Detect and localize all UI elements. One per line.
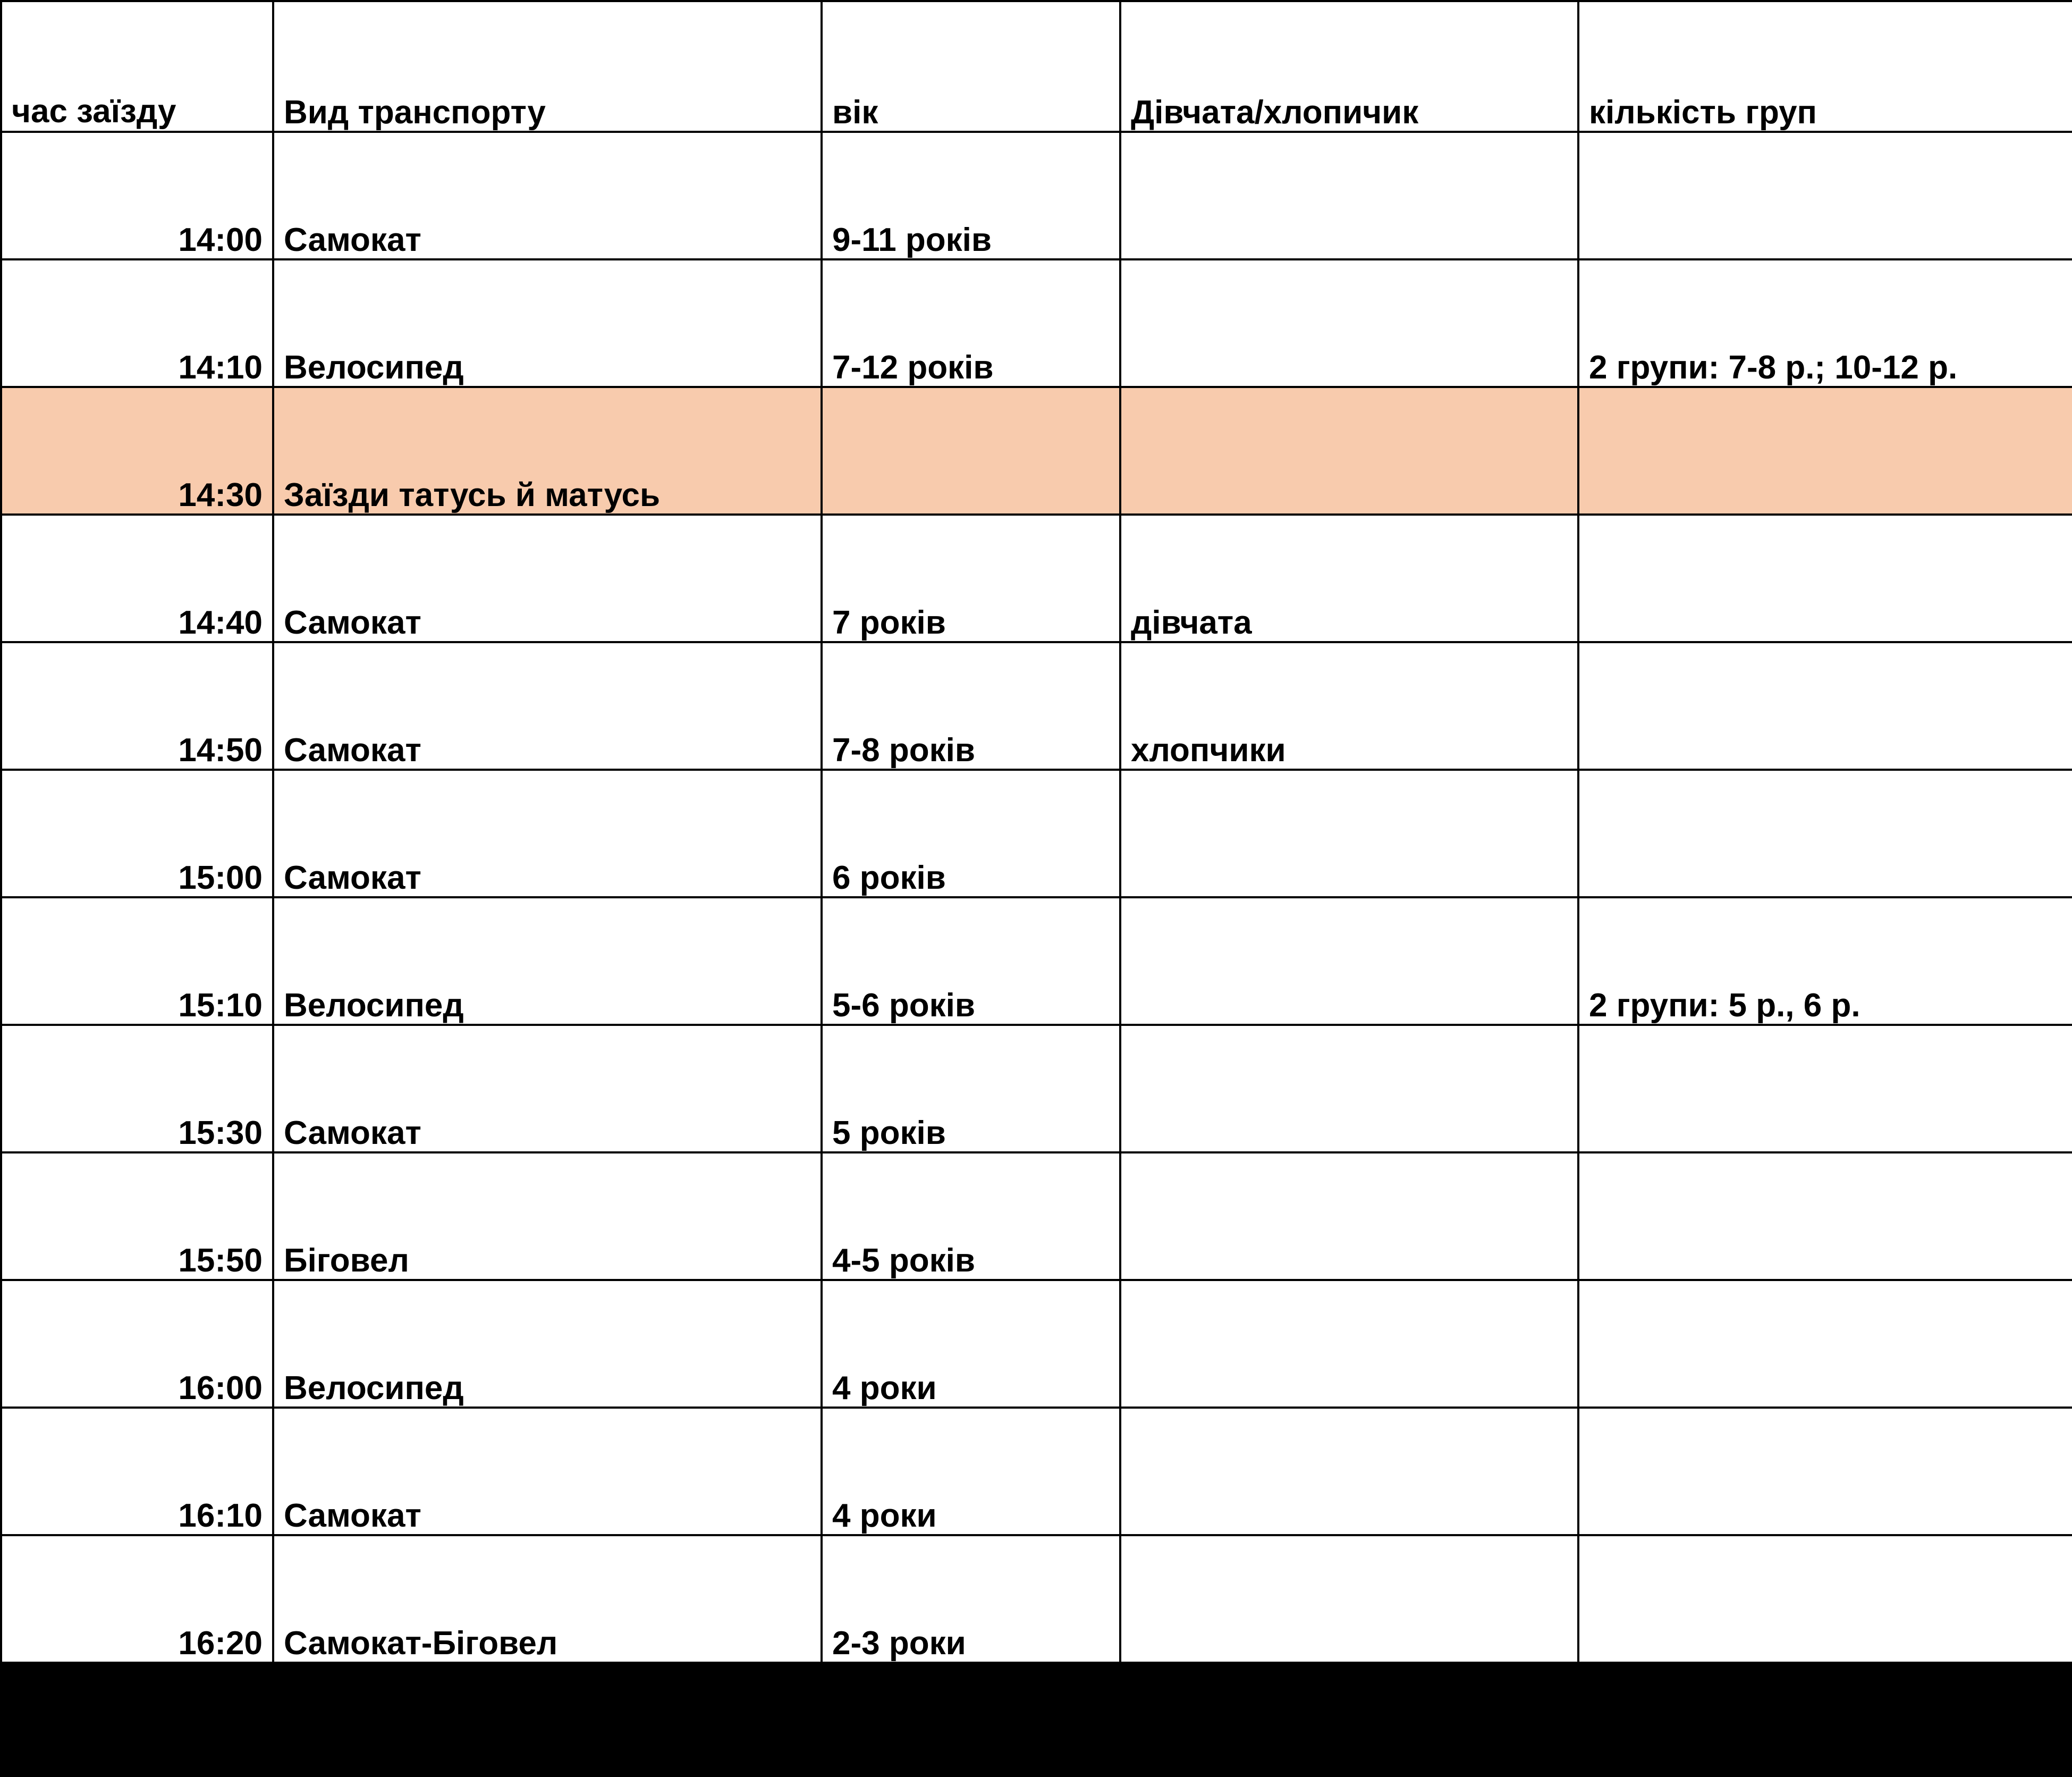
cell-gender: [1120, 259, 1578, 387]
cell-transport: Самокат: [273, 132, 822, 259]
cell-time: 14:40: [1, 515, 273, 642]
cell-transport: Самокат: [273, 1025, 822, 1152]
cell-gender: [1120, 897, 1578, 1025]
table-row: [1, 259, 2072, 387]
table-row: [1, 897, 2072, 1025]
cell-age: 5 років: [822, 1025, 1120, 1152]
column-header-groups: кількість груп: [1578, 1, 2072, 132]
table-row: [1, 1025, 2072, 1152]
cell-age: 6 років: [822, 770, 1120, 897]
cell-age: 7-8 років: [822, 642, 1120, 770]
cell-gender: [1120, 1408, 1578, 1535]
cell-transport: Заїзди татусь й матусь: [273, 387, 822, 515]
column-header-transport: Вид транспорту: [273, 1, 822, 132]
table-row: [1, 1535, 2072, 1663]
cell-groups: [1578, 1408, 2072, 1535]
cell-age: 9-11 років: [822, 132, 1120, 259]
cell-transport: Велосипед: [273, 1280, 822, 1408]
cell-transport: Самокат: [273, 1408, 822, 1535]
table-row: [1, 387, 2072, 515]
header-row: [1, 1, 2072, 132]
cell-groups: [1578, 642, 2072, 770]
cell-gender: дівчата: [1120, 515, 1578, 642]
cell-gender: [1120, 1535, 1578, 1663]
cell-transport: Біговел: [273, 1152, 822, 1280]
cell-groups: [1578, 1025, 2072, 1152]
column-header-age: вік: [822, 1, 1120, 132]
cell-time: 16:00: [1, 1280, 273, 1408]
cell-time: 14:50: [1, 642, 273, 770]
cell-gender: хлопчики: [1120, 642, 1578, 770]
cell-groups: [1578, 1152, 2072, 1280]
cell-time: 15:30: [1, 1025, 273, 1152]
cell-groups: [1578, 770, 2072, 897]
cell-age: 4 роки: [822, 1408, 1120, 1535]
table-row: [1, 1280, 2072, 1408]
cell-time: 16:10: [1, 1408, 273, 1535]
cell-age: 5-6 років: [822, 897, 1120, 1025]
cell-age: 7-12 років: [822, 259, 1120, 387]
cell-time: 15:50: [1, 1152, 273, 1280]
cell-time: 14:30: [1, 387, 273, 515]
cell-time: 16:20: [1, 1535, 273, 1663]
cell-age: 4 роки: [822, 1280, 1120, 1408]
table-row: [1, 770, 2072, 897]
cell-gender: [1120, 770, 1578, 897]
cell-groups: [1578, 1280, 2072, 1408]
cell-time: 15:10: [1, 897, 273, 1025]
cell-time: 14:10: [1, 259, 273, 387]
table-body: [1, 132, 2072, 1663]
column-header-time: час заїзду: [1, 1, 273, 132]
cell-time: 15:00: [1, 770, 273, 897]
cell-gender: [1120, 1280, 1578, 1408]
cell-age: 7 років: [822, 515, 1120, 642]
cell-groups: 2 групи: 7-8 р.; 10-12 р.: [1578, 259, 2072, 387]
table-row: [1, 642, 2072, 770]
cell-transport: Самокат: [273, 515, 822, 642]
cell-transport: Велосипед: [273, 897, 822, 1025]
cell-transport: Самокат: [273, 642, 822, 770]
cell-age: 4-5 років: [822, 1152, 1120, 1280]
table-row: [1, 515, 2072, 642]
column-header-gender: Дівчата/хлопичик: [1120, 1, 1578, 132]
cell-groups: [1578, 132, 2072, 259]
cell-gender: [1120, 387, 1578, 515]
table-row: [1, 132, 2072, 259]
cell-age: [822, 387, 1120, 515]
cell-groups: [1578, 1535, 2072, 1663]
cell-gender: [1120, 1025, 1578, 1152]
cell-age: 2-3 роки: [822, 1535, 1120, 1663]
cell-groups: [1578, 515, 2072, 642]
cell-time: 14:00: [1, 132, 273, 259]
cell-groups: 2 групи: 5 р., 6 р.: [1578, 897, 2072, 1025]
cell-transport: Самокат-Біговел: [273, 1535, 822, 1663]
cell-transport: Велосипед: [273, 259, 822, 387]
table-row: [1, 1152, 2072, 1280]
table-header: [1, 1, 2072, 132]
cell-groups: [1578, 387, 2072, 515]
cell-gender: [1120, 132, 1578, 259]
table-row: [1, 1408, 2072, 1535]
cell-gender: [1120, 1152, 1578, 1280]
cell-transport: Самокат: [273, 770, 822, 897]
